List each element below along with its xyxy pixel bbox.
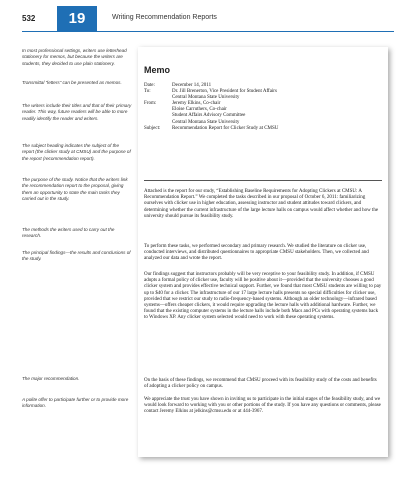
memo-to-row <box>144 89 384 101</box>
annotation-recommendation: The major recommendation. <box>22 376 80 381</box>
paragraph-text: On the basis of these findings, we recommend that CMSU proceed with its feasibility study of the costs and benefits of adopting a clicker policy on campus. <box>144 378 377 390</box>
date-label: Date: <box>144 83 155 88</box>
annotation-purpose: The purpose of the study. Notice that the writers link the recommendation report to the proposal, giving them an opportunity to state the main tasks they carried out in the study. <box>22 177 128 201</box>
memo-subject-row <box>144 126 384 132</box>
to-value <box>172 89 384 101</box>
paragraph-text: We appreciate the trust you have shown in inviting us to participate in the initial stages of the feasibility study, and we would look forward to working with you or other portions of the study. If you have any questions or comments, please contact Jeremy Elkins at jelkins@cmsu.edu or at 444-3967. <box>144 397 381 415</box>
memo-document <box>138 47 388 457</box>
from-line: Central Montana State University <box>172 119 240 125</box>
subject-label: Subject: <box>144 125 161 131</box>
header-rule <box>22 31 394 32</box>
paragraph-text: Attached is the report for our study, “Establishing Baseline Requirements for Adopting Clickers at CMSU: A Recommendation Report.” We completed the tasks described in our proposal of October 6, 2011: familiarizing ourselves with clicker use in higher education, assessing instructor and student attitudes toward clickers, and determining whether the current infrastructure of the large lecture halls on campus would affect whether and how the university should pursue its feasibility study. <box>144 189 379 219</box>
body-paragraph-methods <box>144 244 382 263</box>
running-title: Writing Recommendation Reports <box>112 14 217 21</box>
body-paragraph-findings <box>144 272 382 322</box>
annotation-stationery: In most professional settings, writers use letterhead stationery for memos, but because the writers are students, they decided to use plain stationery. <box>22 48 127 66</box>
memo-from-row <box>144 101 384 125</box>
annotation-offer: A polite offer to participate further or to provide more information. <box>22 397 129 409</box>
page-header <box>0 0 414 44</box>
from-line: Eloise Carruthers, Co-chair <box>172 107 227 113</box>
page-number: 532 <box>22 14 36 23</box>
annotation-methods: The methods the writers used to carry out the research. <box>22 227 115 239</box>
paragraph-text: To perform these tasks, we performed secondary and primary research. We studied the literature on clicker use, conducted interviews, and distributed questionnaires to appropriate CMSU stakeholders. Then, we collected and analyzed our data and wrote the report. <box>144 244 369 262</box>
body-paragraph-recommendation <box>144 378 382 390</box>
annotation-subject: The subject heading indicates the subject of the report (the clicker study at CMSU) and the purpose of the report (recommendation report). <box>22 143 131 161</box>
body-paragraph-purpose <box>144 189 382 220</box>
from-label: From: <box>144 101 157 107</box>
memo-header-rule <box>144 180 382 181</box>
annotation-transmittal: Transmittal “letters” can be presented as memos. <box>22 80 122 85</box>
date-value: December 14, 2011 <box>172 83 212 88</box>
from-line: Jeremy Elkins, Co-chair <box>172 101 221 107</box>
body-paragraph-closing <box>144 397 382 416</box>
from-value <box>172 101 384 125</box>
paragraph-text: Our findings suggest that instructors probably will be very receptive to your feasibility study. In addition, if CMSU adopts a formal policy of clicker use, faculty will be positive about it—provided that the university chooses a good clicker system and provides effective technical support. Further, we found that most CMSU students are willing to pay up to $40 for a clicker. The infrastructure of our 17 large lecture halls presents no special difficulties for clicker use, provided that we restrict our study to radio-frequency-based systems. Although an older technology—infrared based systems—offers cheaper clickers, it would require upgrading the lecture halls with additional hardware. Further, we found that the existing computer systems in the lecture halls include both Macs and PCs with operating systems back to Windows XP. Any clicker system selected would need to work with these operating systems. <box>144 272 382 321</box>
annotation-findings: The principal findings—the results and conclusions of the study. <box>22 250 131 262</box>
to-label: To: <box>144 89 151 95</box>
to-line: Central Montana State University <box>172 95 240 101</box>
to-line: Dr. Jill Brenerton, Vice President for Student Affairs <box>172 89 277 95</box>
memo-header-block <box>144 83 384 132</box>
annotation-titles: The writers include their titles and that of their primary reader. This way, future readers will be able to more readily identify the reader and writers. <box>22 103 132 121</box>
chapter-number-badge: 19 <box>57 6 97 31</box>
subject-value: Recommendation Report for Clicker Study at CMSU <box>172 125 279 131</box>
memo-title: Memo <box>144 65 171 75</box>
from-line: Student Affairs Advisory Committee <box>172 113 246 119</box>
